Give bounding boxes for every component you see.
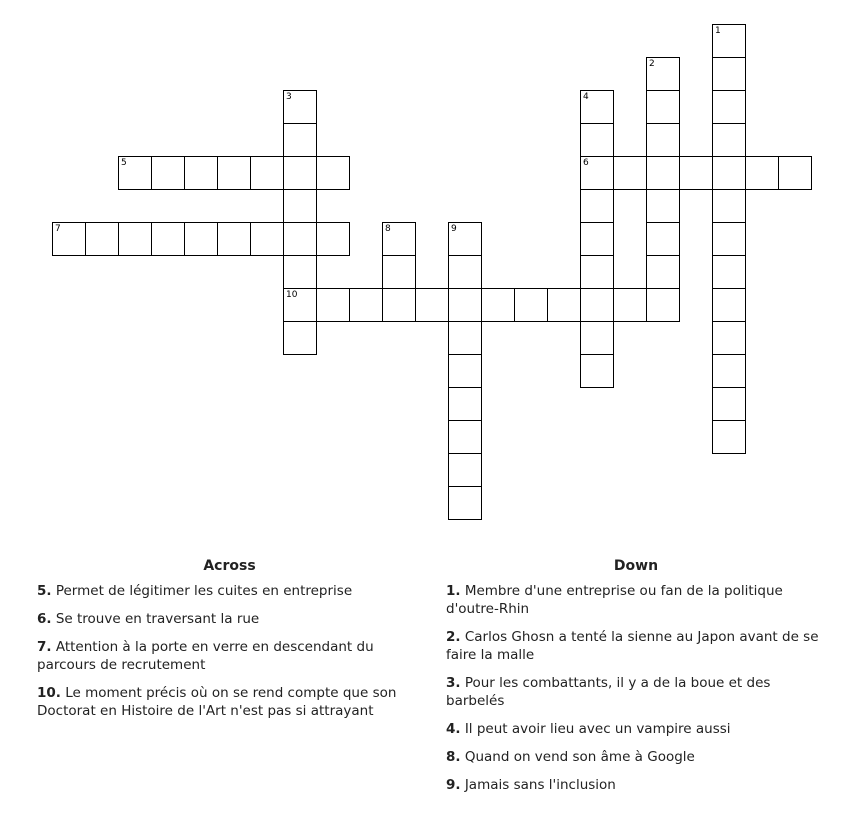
crossword-cell[interactable] xyxy=(514,288,548,322)
crossword-cell[interactable] xyxy=(613,156,647,190)
crossword-cell[interactable] xyxy=(118,156,152,190)
cell-number: 3 xyxy=(286,92,292,102)
clue-text: Pour les combattants, il y a de la boue et des barbelés xyxy=(446,675,771,709)
crossword-cell[interactable] xyxy=(646,123,680,157)
crossword-cell[interactable] xyxy=(85,222,119,256)
crossword-cell[interactable] xyxy=(712,123,746,157)
crossword-cell[interactable] xyxy=(580,189,614,223)
crossword-cell[interactable] xyxy=(580,321,614,355)
crossword-cell[interactable] xyxy=(448,321,482,355)
across-heading: Across xyxy=(203,558,256,574)
across-clues-list xyxy=(37,556,422,730)
cell-number: 1 xyxy=(715,26,721,36)
crossword-cell[interactable] xyxy=(448,486,482,520)
crossword-cell[interactable] xyxy=(712,420,746,454)
cell-number: 10 xyxy=(286,290,298,300)
crossword-cell[interactable] xyxy=(118,222,152,256)
clue-text: Permet de légitimer les cuites en entreprise xyxy=(55,583,353,599)
cell-number: 9 xyxy=(451,224,457,234)
crossword-cell[interactable] xyxy=(283,321,317,355)
crossword-cell[interactable] xyxy=(712,156,746,190)
clue-number: 5. xyxy=(37,583,52,599)
clue-text: Membre d'une entreprise ou fan de la politique d'outre-Rhin xyxy=(446,583,783,617)
crossword-cell[interactable] xyxy=(712,255,746,289)
crossword-cell[interactable] xyxy=(448,420,482,454)
crossword-cell[interactable] xyxy=(184,156,218,190)
crossword-cell[interactable] xyxy=(283,222,317,256)
crossword-cell[interactable] xyxy=(250,222,284,256)
crossword-cell[interactable] xyxy=(712,288,746,322)
crossword-cell[interactable] xyxy=(283,90,317,124)
across-clue xyxy=(37,684,422,720)
across-clue xyxy=(37,582,422,600)
crossword-cell[interactable] xyxy=(580,255,614,289)
clue-text: Quand on vend son âme à Google xyxy=(464,749,695,765)
crossword-cell[interactable] xyxy=(778,156,812,190)
clue-text: Se trouve en traversant la rue xyxy=(55,611,260,627)
clue-number: 2. xyxy=(446,629,461,645)
crossword-cell[interactable] xyxy=(712,222,746,256)
crossword-cell[interactable] xyxy=(712,90,746,124)
crossword-cell[interactable] xyxy=(679,156,713,190)
crossword-cell[interactable] xyxy=(283,123,317,157)
clue-number: 10. xyxy=(37,685,61,701)
crossword-cell[interactable] xyxy=(151,156,185,190)
clue-number: 1. xyxy=(446,583,461,599)
crossword-cell[interactable] xyxy=(382,255,416,289)
crossword-cell[interactable] xyxy=(580,222,614,256)
crossword-cell[interactable] xyxy=(250,156,284,190)
down-clue xyxy=(446,628,831,664)
crossword-cell[interactable] xyxy=(481,288,515,322)
clue-number: 9. xyxy=(446,777,461,793)
across-clue xyxy=(37,610,422,628)
cell-number: 7 xyxy=(55,224,61,234)
clue-text: Carlos Ghosn a tenté la sienne au Japon avant de se faire la malle xyxy=(446,629,819,663)
crossword-cell[interactable] xyxy=(547,288,581,322)
crossword-cell[interactable] xyxy=(448,354,482,388)
down-clue xyxy=(446,582,831,618)
crossword-cell[interactable] xyxy=(184,222,218,256)
clue-number: 4. xyxy=(446,721,461,737)
clue-text: Attention à la porte en verre en descendant du parcours de recrutement xyxy=(37,639,374,673)
crossword-cell[interactable] xyxy=(580,90,614,124)
clue-number: 3. xyxy=(446,675,461,691)
crossword-cell[interactable] xyxy=(283,189,317,223)
crossword-cell[interactable] xyxy=(580,354,614,388)
crossword-cell[interactable] xyxy=(712,57,746,91)
down-clue xyxy=(446,674,831,710)
crossword-cell[interactable] xyxy=(316,288,350,322)
cell-number: 8 xyxy=(385,224,391,234)
crossword-cell[interactable] xyxy=(580,123,614,157)
crossword-cell[interactable] xyxy=(283,255,317,289)
cell-number: 5 xyxy=(121,158,127,168)
crossword-cell[interactable] xyxy=(382,222,416,256)
cell-number: 4 xyxy=(583,92,589,102)
down-heading: Down xyxy=(613,558,659,574)
crossword-cell[interactable] xyxy=(712,387,746,421)
clue-number: 8. xyxy=(446,749,461,765)
clue-number: 6. xyxy=(37,611,52,627)
crossword-cell[interactable] xyxy=(283,156,317,190)
crossword-cell[interactable] xyxy=(646,255,680,289)
crossword-cell[interactable] xyxy=(712,24,746,58)
down-clue xyxy=(446,720,831,738)
crossword-cell[interactable] xyxy=(316,156,350,190)
crossword-cell[interactable] xyxy=(448,453,482,487)
crossword-cell[interactable] xyxy=(646,156,680,190)
clue-text: Il peut avoir lieu avec un vampire aussi xyxy=(464,721,731,737)
clue-text: Le moment précis où on se rend compte que son Doctorat en Histoire de l'Art n'est pas si attrayant xyxy=(37,685,397,719)
crossword-cell[interactable] xyxy=(580,288,614,322)
crossword-cell[interactable] xyxy=(745,156,779,190)
crossword-cell[interactable] xyxy=(712,321,746,355)
crossword-cell[interactable] xyxy=(316,222,350,256)
clue-number: 7. xyxy=(37,639,52,655)
down-clues-list xyxy=(446,556,831,804)
crossword-cell[interactable] xyxy=(613,288,647,322)
crossword-cell[interactable] xyxy=(151,222,185,256)
crossword-cell[interactable] xyxy=(448,387,482,421)
crossword-cell[interactable] xyxy=(712,189,746,223)
down-clue xyxy=(446,748,831,766)
crossword-cell[interactable] xyxy=(448,222,482,256)
crossword-cell[interactable] xyxy=(646,90,680,124)
cell-number: 6 xyxy=(583,158,589,168)
crossword-cell[interactable] xyxy=(217,156,251,190)
crossword-cell[interactable] xyxy=(52,222,86,256)
crossword-cell[interactable] xyxy=(217,222,251,256)
crossword-cell[interactable] xyxy=(415,288,449,322)
crossword-cell[interactable] xyxy=(283,288,317,322)
crossword-cell[interactable] xyxy=(646,288,680,322)
across-clue xyxy=(37,638,422,674)
crossword-cell[interactable] xyxy=(448,255,482,289)
crossword-cell[interactable] xyxy=(349,288,383,322)
crossword-cell[interactable] xyxy=(646,57,680,91)
crossword-cell[interactable] xyxy=(646,222,680,256)
crossword-cell[interactable] xyxy=(580,156,614,190)
crossword-cell[interactable] xyxy=(382,288,416,322)
clue-text: Jamais sans l'inclusion xyxy=(464,777,616,793)
crossword-cell[interactable] xyxy=(646,189,680,223)
crossword-cell[interactable] xyxy=(448,288,482,322)
down-clue xyxy=(446,776,831,794)
cell-number: 2 xyxy=(649,59,655,69)
crossword-cell[interactable] xyxy=(712,354,746,388)
